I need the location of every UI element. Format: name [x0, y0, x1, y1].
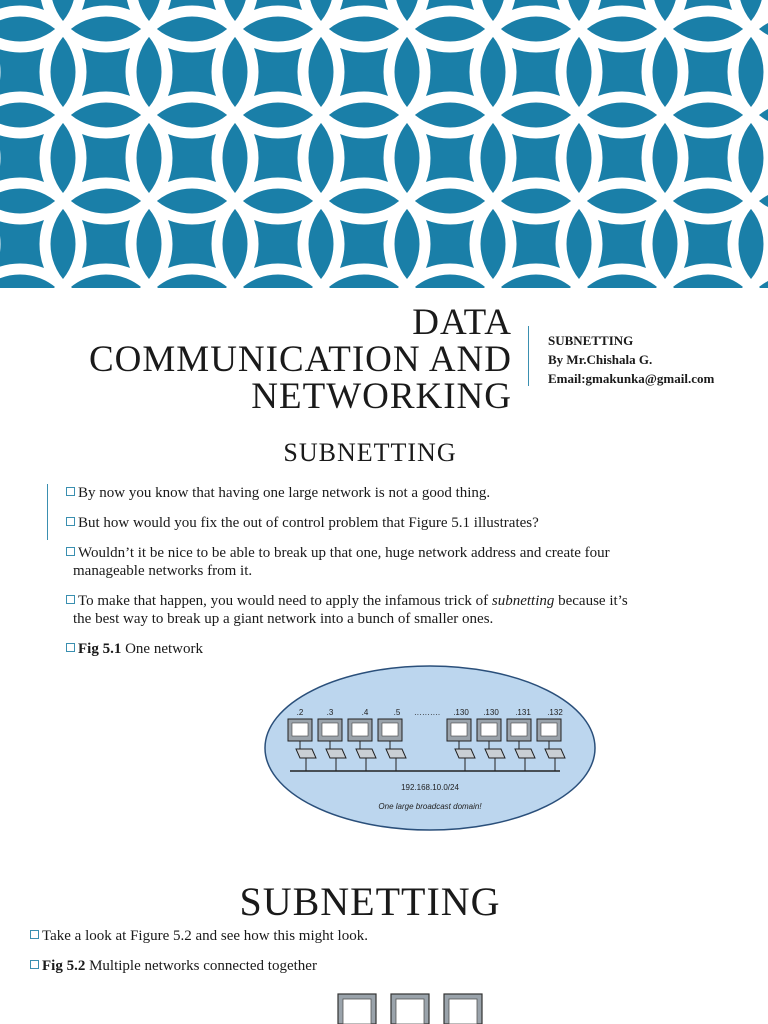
byline-author: By Mr.Chishala G.	[548, 352, 653, 367]
figure-ref: Fig 5.1	[78, 641, 122, 657]
author-byline	[548, 331, 763, 388]
bullet-text: Take a look at Figure 5.2 and see how this might look.	[42, 928, 368, 944]
host-address-label: .3	[326, 708, 334, 717]
figure-5-1-network-diagram	[262, 663, 598, 833]
slide2-title: SUBNETTING	[283, 438, 457, 467]
bullet-text: But how would you fix the out of control problem that Figure 5.1 illustrates?	[78, 515, 539, 531]
byline-email: Email:gmakunka@gmail.com	[548, 371, 715, 386]
host-address-label: .130	[483, 708, 499, 717]
bullet-item	[66, 514, 646, 532]
host-address-label: .132	[547, 708, 563, 717]
presentation-title	[12, 304, 512, 415]
host-address-label: .2	[296, 708, 304, 717]
host-address-label: .130	[453, 708, 469, 717]
bullet-text: One network	[121, 641, 203, 657]
bullet-square-icon	[30, 930, 39, 939]
title-divider	[528, 326, 529, 386]
monitor-icon	[391, 994, 429, 1024]
bullet-square-icon	[66, 547, 75, 556]
bullet-item	[66, 544, 646, 580]
host-address-label: .5	[393, 708, 401, 717]
bullet-text: To make that happen, you would need to apply the infamous trick of	[78, 593, 492, 609]
bullet-text: Multiple networks connected together	[85, 958, 317, 974]
figure-5-2-partial-diagram	[330, 990, 490, 1024]
bullet-square-icon	[66, 643, 75, 652]
bullet-item	[30, 957, 730, 975]
bullet-item	[66, 484, 646, 502]
bullet-text: By now you know that having one large network is not a good thing.	[78, 485, 491, 501]
title-line-1: DATA	[412, 302, 512, 343]
title-line-3: NETWORKING	[251, 376, 512, 417]
decorative-ring-pattern	[0, 0, 768, 288]
bullet-text: because it’s the best way to break up a giant network into a bunch of smaller ones.	[73, 593, 628, 627]
title-line-2: COMMUNICATION AND	[89, 339, 512, 380]
bullet-square-icon	[66, 487, 75, 496]
bullet-emphasis: subnetting	[491, 593, 555, 609]
bullet-text: Wouldn’t it be nice to be able to break up that one, huge network address and create four manageable networks from it.	[73, 545, 610, 579]
bullet-square-icon	[66, 595, 75, 604]
slide2-bullet-list	[66, 484, 646, 670]
bullet-item	[30, 927, 730, 945]
monitor-icon	[338, 994, 376, 1024]
broadcast-domain-caption: One large broadcast domain!	[378, 802, 482, 811]
slide2-accent-bar	[47, 484, 48, 540]
monitor-icon	[444, 994, 482, 1024]
slide3-bullet-list	[30, 927, 730, 987]
host-address-label: ……….	[413, 708, 441, 717]
bullet-item	[66, 640, 646, 658]
bullet-square-icon	[30, 960, 39, 969]
slide3-title: SUBNETTING	[239, 879, 501, 924]
bullet-item	[66, 592, 646, 628]
host-address-label: .4	[361, 708, 369, 717]
byline-topic: SUBNETTING	[548, 333, 634, 348]
host-address-label: .131	[515, 708, 531, 717]
bullet-square-icon	[66, 517, 75, 526]
network-address-label: 192.168.10.0/24	[401, 783, 459, 792]
figure-ref: Fig 5.2	[42, 958, 86, 974]
